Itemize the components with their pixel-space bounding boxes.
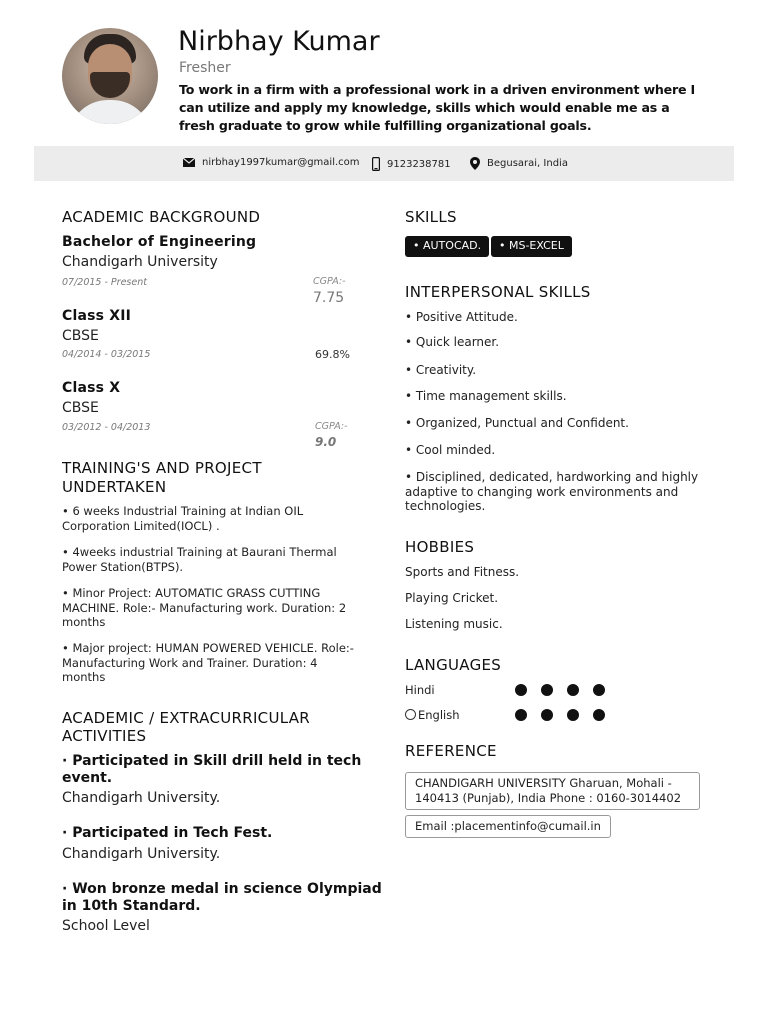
proficiency-dot <box>593 684 605 696</box>
hobby-item: Sports and Fitness. <box>405 565 520 579</box>
reference-address-line: 140413 (Punjab), India Phone : 0160-3014402 <box>415 791 682 805</box>
interpersonal-item: • Organized, Punctual and Confident. <box>405 416 629 430</box>
email-text: nirbhay1997kumar@gmail.com <box>202 157 360 168</box>
degree-institution: Chandigarh University <box>62 254 218 270</box>
skills-heading: SKILLS <box>405 208 457 226</box>
interpersonal-item: • Disciplined, dedicated, hardworking and highly adaptive to changing work environments and technologies. <box>405 470 699 513</box>
activity-title: · Won bronze medal in science Olympiad in 10th Standard. <box>62 881 382 914</box>
class-xii-dates: 04/2014 - 03/2015 <box>62 349 151 360</box>
language-name: Hindi <box>405 683 435 697</box>
language-level-english <box>515 709 619 721</box>
interpersonal-item: • Quick learner. <box>405 335 500 349</box>
activity-subtitle: Chandigarh University. <box>62 790 221 806</box>
proficiency-dot <box>593 709 605 721</box>
training-item: • Minor Project: AUTOMATIC GRASS CUTTING MACHINE. Role:- Manufacturing work. Duration: 2 months <box>62 586 347 629</box>
contact-phone[interactable] <box>372 157 451 171</box>
activities-heading-line1: ACADEMIC / EXTRACURRICULAR <box>62 709 311 727</box>
proficiency-dot <box>567 684 579 696</box>
class-x-score-label: CGPA:- <box>315 421 348 432</box>
interpersonal-item: • Positive Attitude. <box>405 310 518 324</box>
skill-tag: • MS-EXCEL <box>491 236 572 257</box>
interpersonal-heading: INTERPERSONAL SKILLS <box>405 283 591 301</box>
activity-subtitle: Chandigarh University. <box>62 846 221 862</box>
activity-title: · Participated in Skill drill held in tech event. <box>62 753 362 786</box>
hobby-item: Listening music. <box>405 617 503 631</box>
proficiency-dot <box>515 709 527 721</box>
training-heading-line2: UNDERTAKEN <box>62 478 167 496</box>
contact-email[interactable] <box>183 157 360 168</box>
phone-icon <box>372 157 380 171</box>
training-item: • Major project: HUMAN POWERED VEHICLE. Role:- Manufacturing Work and Trainer. Duration: 4 months <box>62 641 354 684</box>
reference-heading: REFERENCE <box>405 742 497 760</box>
contact-bar <box>34 146 734 181</box>
training-heading-line1: TRAINING'S AND PROJECT <box>62 459 262 477</box>
class-x-board: CBSE <box>62 400 99 416</box>
training-item: • 6 weeks Industrial Training at Indian OIL Corporation Limited(IOCL) . <box>62 504 304 533</box>
candidate-tagline: Fresher <box>179 60 231 76</box>
skill-tag: • AUTOCAD. <box>405 236 489 257</box>
reference-email-box[interactable]: Email :placementinfo@cumail.in <box>405 815 611 838</box>
language-row-english <box>405 708 460 722</box>
phone-text: 9123238781 <box>387 158 451 170</box>
candidate-name: Nirbhay Kumar <box>178 26 380 57</box>
location-pin-icon <box>470 157 480 170</box>
activity-title: · Participated in Tech Fest. <box>62 825 273 841</box>
degree-dates: 07/2015 - Present <box>62 277 147 288</box>
interpersonal-item: • Creativity. <box>405 363 477 377</box>
class-x-title: Class X <box>62 380 121 396</box>
degree-score-label: CGPA:- <box>313 276 346 287</box>
language-level-hindi <box>515 684 619 696</box>
class-xii-title: Class XII <box>62 308 132 324</box>
proficiency-dot <box>541 684 553 696</box>
hobby-item: Playing Cricket. <box>405 591 499 605</box>
hobbies-heading: HOBBIES <box>405 538 475 556</box>
activity-subtitle: School Level <box>62 918 150 934</box>
academic-heading: ACADEMIC BACKGROUND <box>62 208 261 226</box>
class-x-dates: 03/2012 - 04/2013 <box>62 422 151 433</box>
language-name: English <box>418 708 460 722</box>
envelope-icon <box>183 158 195 167</box>
reference-address-line: CHANDIGARH UNIVERSITY Gharuan, Mohali - <box>415 776 672 790</box>
profile-photo <box>62 28 158 124</box>
degree-score: 7.75 <box>313 290 345 306</box>
class-x-score: 9.0 <box>315 435 337 449</box>
degree-title: Bachelor of Engineering <box>62 234 257 250</box>
location-text: Begusarai, India <box>487 158 568 169</box>
languages-heading: LANGUAGES <box>405 656 502 674</box>
proficiency-dot <box>515 684 527 696</box>
proficiency-dot <box>541 709 553 721</box>
interpersonal-item: • Cool minded. <box>405 443 496 457</box>
radio-circle-icon[interactable] <box>405 709 416 720</box>
class-xii-board: CBSE <box>62 328 99 344</box>
proficiency-dot <box>567 709 579 721</box>
reference-address-box <box>405 772 700 810</box>
activities-heading-line2: ACTIVITIES <box>62 727 147 745</box>
class-xii-score: 69.8% <box>315 348 350 361</box>
training-item: • 4weeks industrial Training at Baurani Thermal Power Station(BTPS). <box>62 545 337 574</box>
interpersonal-item: • Time management skills. <box>405 389 567 403</box>
contact-location <box>470 157 568 170</box>
career-objective: To work in a firm with a professional work in a driven environment where I can utilize and apply my knowledge, skills which would enable me as a fresh graduate to grow while fulfilling organizational goals. <box>179 82 696 133</box>
